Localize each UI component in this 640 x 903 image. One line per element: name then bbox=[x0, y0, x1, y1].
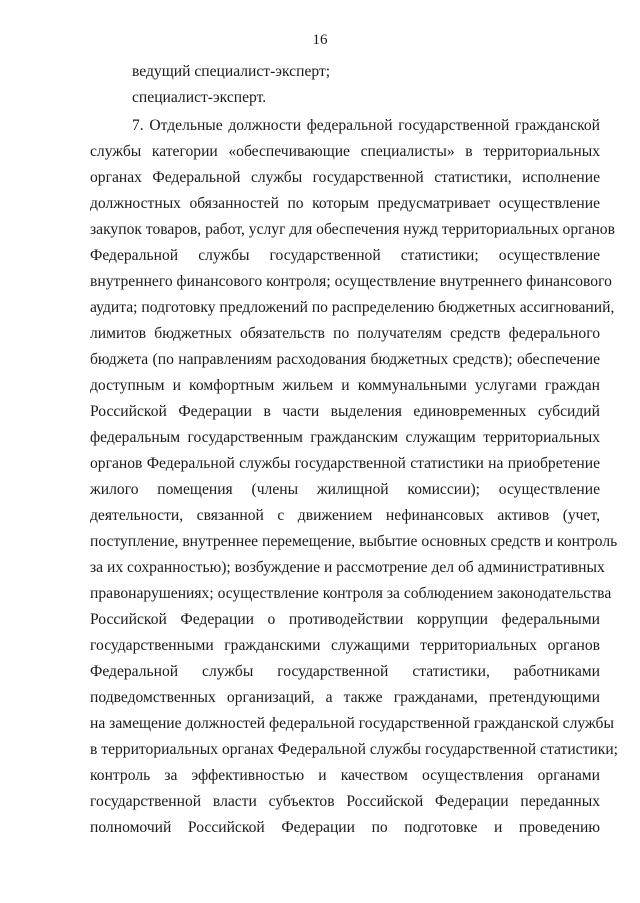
paragraph-line: службы категории «обеспечивающие специалисты» в территориальных bbox=[90, 143, 600, 160]
paragraph-line: полномочий Российской Федерации по подготовке и проведению bbox=[90, 819, 600, 836]
page-number: 16 bbox=[312, 32, 328, 48]
paragraph-line: жилого помещения (члены жилищной комиссии); осуществление bbox=[90, 481, 600, 498]
paragraph-line: в территориальных органах Федеральной службы государственной статистики; bbox=[90, 741, 618, 758]
paragraph-line: Федеральной службы государственной статистики, работниками bbox=[90, 663, 600, 680]
paragraph-line: аудита; подготовку предложений по распределению бюджетных ассигнований, bbox=[90, 299, 615, 316]
paragraph-line: деятельности, связанной с движением нефинансовых активов (учет, bbox=[90, 507, 600, 524]
paragraph-line: органов Федеральной службы государственной статистики на приобретение bbox=[90, 455, 600, 472]
paragraph-line: Российской Федерации о противодействии коррупции федеральными bbox=[90, 611, 600, 628]
paragraph-line: внутреннего финансового контроля; осуществление внутреннего финансового bbox=[90, 273, 612, 290]
paragraph-line: поступление, внутреннее перемещение, выбытие основных средств и контроль bbox=[90, 533, 618, 550]
list-item-line: специалист-эксперт. bbox=[132, 89, 267, 106]
paragraph-line: на замещение должностей федеральной государственной гражданской службы bbox=[90, 715, 614, 732]
paragraph-line: правонарушениях; осуществление контроля за соблюдением законодательства bbox=[90, 585, 612, 602]
paragraph-line: федеральным государственным гражданским служащим территориальных bbox=[90, 429, 600, 446]
paragraph-line: государственными гражданскими служащими территориальных органов bbox=[90, 637, 600, 654]
paragraph-line: подведомственных организаций, а также гражданами, претендующими bbox=[90, 689, 600, 706]
paragraph-line: закупок товаров, работ, услуг для обеспечения нужд территориальных органов bbox=[90, 221, 615, 238]
paragraph-line: Федеральной службы государственной статистики; осуществление bbox=[90, 247, 600, 264]
paragraph-line: доступным и комфортным жильем и коммунальными услугами граждан bbox=[90, 377, 600, 394]
list-item-line: ведущий специалист-эксперт; bbox=[132, 63, 331, 80]
paragraph-line: должностных обязанностей по которым предусматривает осуществление bbox=[90, 195, 600, 212]
paragraph-line: государственной власти субъектов Российской Федерации переданных bbox=[90, 793, 600, 810]
paragraph-line: бюджета (по направлениям расходования бюджетных средств); обеспечение bbox=[90, 351, 600, 368]
paragraph-line: за их сохранностью); возбуждение и рассмотрение дел об административных bbox=[90, 559, 605, 576]
paragraph-line: органах Федеральной службы государственной статистики, исполнение bbox=[90, 169, 600, 186]
paragraph-line: 7. Отдельные должности федеральной государственной гражданской bbox=[132, 117, 600, 134]
paragraph-line: контроль за эффективностью и качеством осуществления органами bbox=[90, 767, 600, 784]
paragraph-line: лимитов бюджетных обязательств по получателям средств федерального bbox=[90, 325, 600, 342]
paragraph-line: Российской Федерации в части выделения единовременных субсидий bbox=[90, 403, 600, 420]
